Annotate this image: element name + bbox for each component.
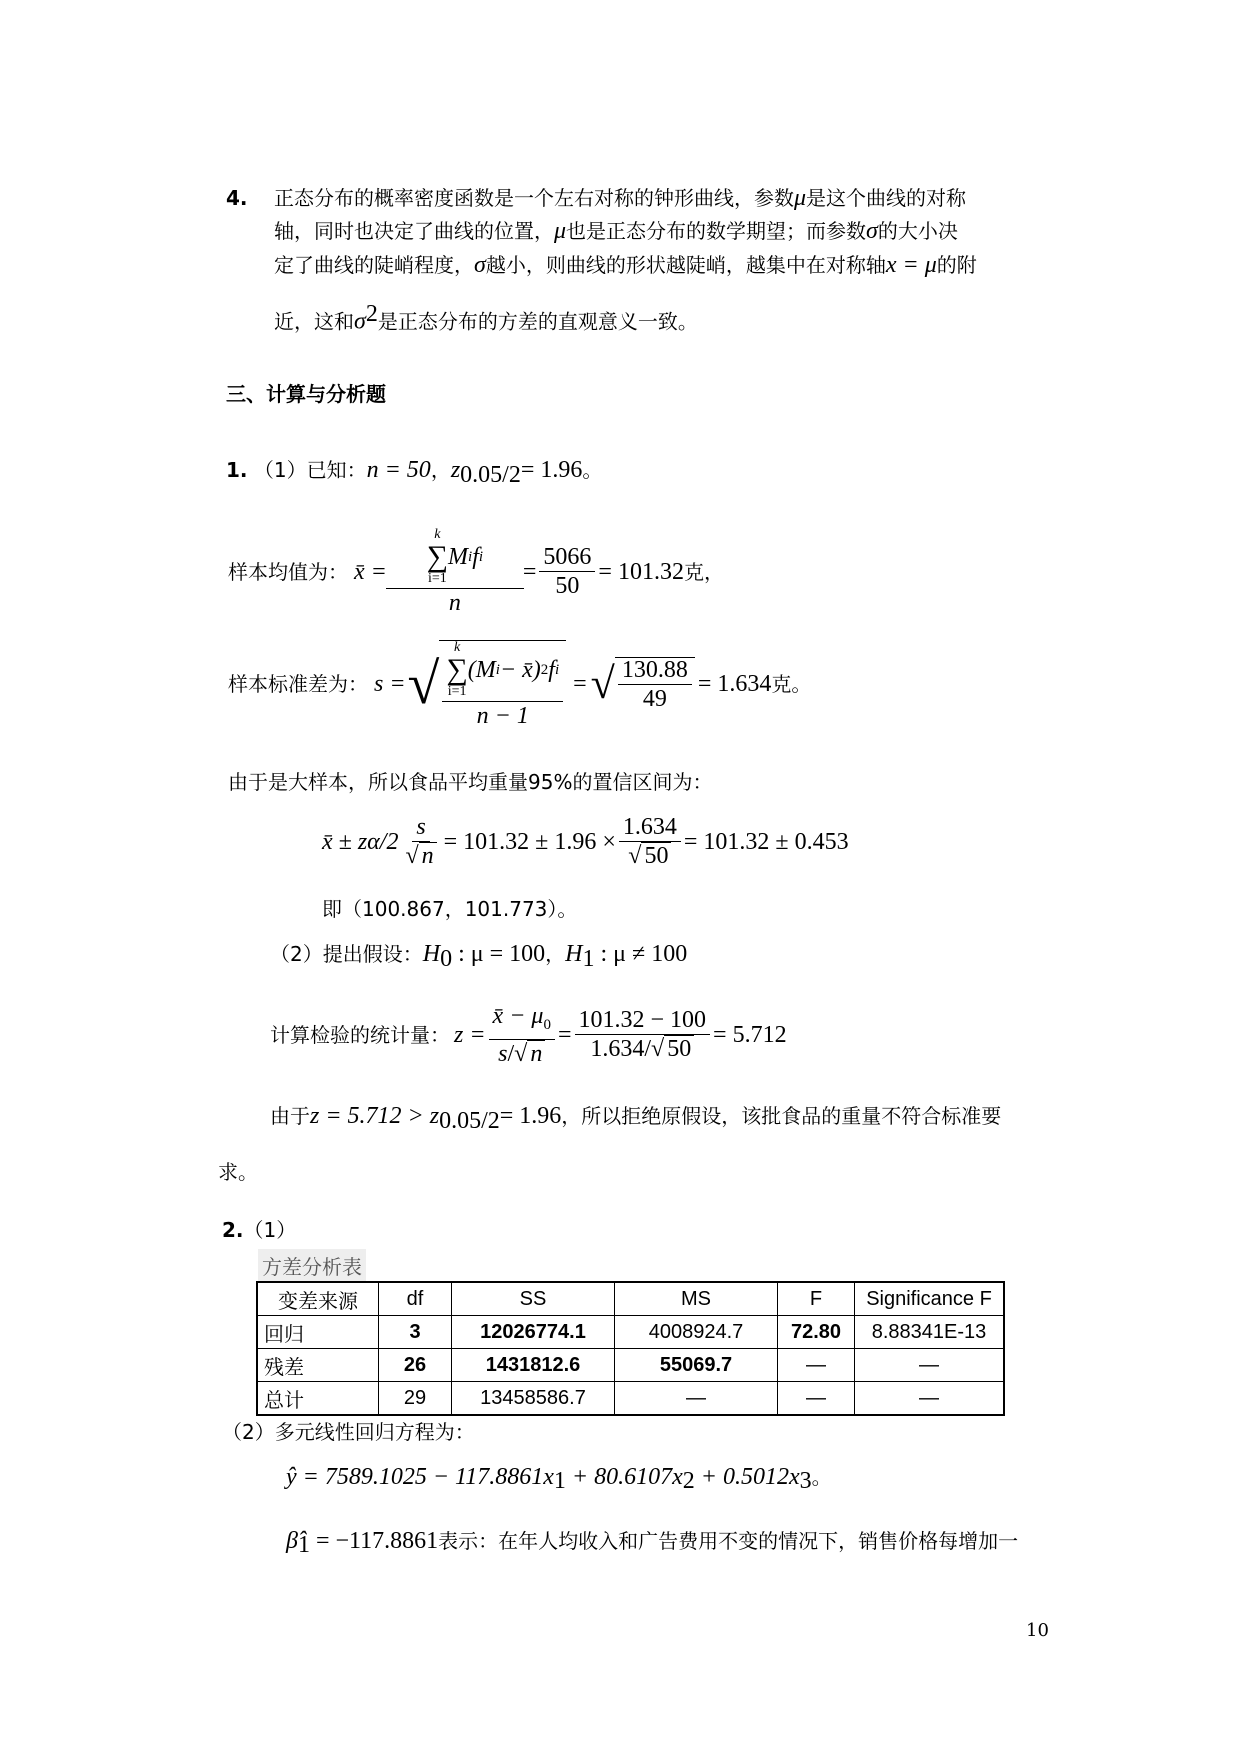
conclusion-line: 由于$z = 5.712 > z_{0.05/2}= 1.96$，所以拒绝原假设，该批食品的重量不符合标准要 <box>270 1103 1002 1134</box>
table-cell: — <box>855 1349 1005 1382</box>
table-header-cell: 变差来源 <box>257 1282 379 1316</box>
item-number: 4. <box>226 186 248 210</box>
table-cell: 12026774.1 <box>452 1316 615 1349</box>
table-cell: 1431812.6 <box>452 1349 615 1382</box>
table-cell: 回归 <box>257 1316 379 1349</box>
ci-text: 由于是大样本，所以食品平均重量95%的置信区间为： <box>228 770 713 794</box>
sample-mean-formula: 样本均值为： x̄ = k ∑ i=1 M i f i n = $\frac{5066}{50}$ = 101.32 克， <box>228 527 724 616</box>
section-heading: 三、计算与分析题 <box>226 382 386 406</box>
table-header-cell: F <box>778 1282 855 1316</box>
sample-sd-formula: 样本标准差为： s = √ k ∑ i=1 (M i − x̄) 2 f i n − 1 = √ $\frac{130.88}{49}$ = 1.634 克。 <box>228 640 812 729</box>
q1-given: 1. （1）已知：n = 50，$z_{0.05/2}= 1.96$。 <box>226 457 603 488</box>
paragraph-line: 轴，同时也决定了曲线的位置，μ也是正态分布的数学期望；而参数σ的大小决 <box>274 218 958 244</box>
table-cell: — <box>615 1382 778 1416</box>
regression-equation: ŷ = $7589.1025 - 117.8861x_1 + 80.6107x_2 + 0.5012x_3$。 <box>286 1464 832 1495</box>
confidence-interval: 即（100.867，101.773）。 <box>322 897 578 921</box>
test-statistic: 计算检验的统计量： z = $\frac{x̄ - \mu_0}{s/√ n}$ = $\frac{101.32 - 100}{1.634/√ 50}$ = 5.712 <box>270 1003 787 1067</box>
table-cell: 55069.7 <box>615 1349 778 1382</box>
page-number: 10 <box>1026 1620 1049 1641</box>
table-header-cell: df <box>379 1282 452 1316</box>
ci-formula: x̄ ± z α/2 $\frac{s}{√ n}$ = 101.32 ± 1.96 × $\frac{1.634}{√ 50}$ = 101.32 ± 0.453 <box>322 814 849 869</box>
q2-label: 2.（1） <box>222 1218 297 1242</box>
table-header-cell: MS <box>615 1282 778 1316</box>
table-caption: 方差分析表 <box>258 1249 366 1282</box>
table-cell: — <box>778 1382 855 1416</box>
table-cell: 29 <box>379 1382 452 1416</box>
table-cell: 13458586.7 <box>452 1382 615 1416</box>
conclusion-line: 求。 <box>218 1160 258 1184</box>
table-row <box>257 1316 1004 1349</box>
table-cell: 3 <box>379 1316 452 1349</box>
table-cell: 残差 <box>257 1349 379 1382</box>
anova-table-grid <box>256 1281 1005 1416</box>
paragraph-line: 定了曲线的陡峭程度，σ越小，则曲线的形状越陡峭，越集中在对称轴x = μ的附 <box>274 252 977 278</box>
paragraph-line: 近，这和$\sigma^2$是正态分布的方差的直观意义一致。 <box>274 301 698 335</box>
table-cell: — <box>855 1382 1005 1416</box>
table-cell: — <box>778 1349 855 1382</box>
anova-table <box>256 1281 1005 1416</box>
table-cell: 8.88341E-13 <box>855 1316 1005 1349</box>
table-cell: 总计 <box>257 1382 379 1416</box>
hypotheses: （2）提出假设：$H_0$ : μ = 100，$H_1$ : μ ≠ 100 <box>270 941 688 972</box>
table-cell: 26 <box>379 1349 452 1382</box>
table-header-cell: SS <box>452 1282 615 1316</box>
table-cell: 72.80 <box>778 1316 855 1349</box>
paragraph-line: 正态分布的概率密度函数是一个左右对称的钟形曲线，参数μ是这个曲线的对称 <box>274 185 967 211</box>
table-row <box>257 1349 1004 1382</box>
q2-part2-label: （2）多元线性回归方程为： <box>222 1420 475 1444</box>
table-cell: 4008924.7 <box>615 1316 778 1349</box>
beta-interpretation: $\betâ_1 = -117.8861$表示：在年人均收入和广告费用不变的情况下，销售价格每增加一 <box>286 1528 1019 1559</box>
table-header-cell: Significance F <box>855 1282 1005 1316</box>
table-row <box>257 1382 1004 1416</box>
table-header-row <box>257 1282 1004 1316</box>
